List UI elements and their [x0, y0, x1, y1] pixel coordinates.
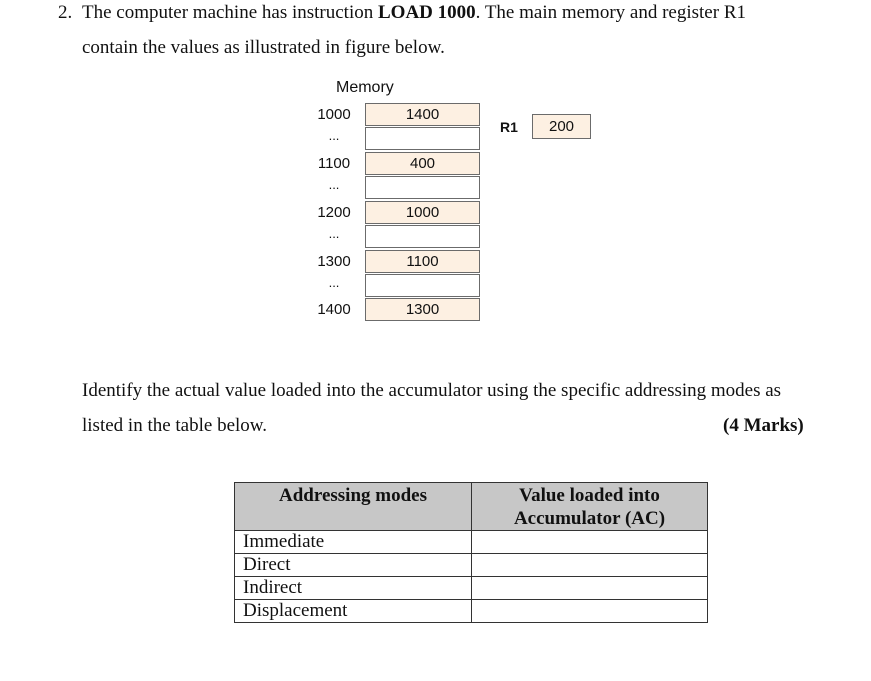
mode-cell: Displacement [235, 600, 472, 623]
table-header-row [235, 483, 708, 531]
register-label: R1 [500, 119, 518, 135]
instruction-text: LOAD 1000 [378, 2, 476, 23]
memory-cell: 1000 [365, 201, 480, 224]
memory-cell [365, 225, 480, 248]
question-line-1-prefix: The computer machine has instruction [82, 2, 378, 23]
register-value: 200 [532, 114, 591, 139]
table-row [235, 577, 708, 600]
question-number: 2. [58, 2, 73, 23]
table-row [235, 531, 708, 554]
memory-cell: 400 [365, 152, 480, 175]
memory-cell [365, 274, 480, 297]
marks-label: (4 Marks) [723, 415, 804, 436]
answer-cell[interactable] [472, 554, 708, 577]
memory-address: 1300 [317, 253, 351, 270]
memory-ellipsis: ... [328, 128, 340, 143]
question-line-1-suffix: . The main memory and register R1 [475, 2, 746, 23]
memory-address: 1100 [317, 155, 351, 172]
mode-cell: Immediate [235, 531, 472, 554]
instructions-line-2: listed in the table below. [82, 415, 268, 436]
instructions-line-1: Identify the actual value loaded into the accumulator using the specific addressing modes as [82, 380, 782, 401]
mode-cell: Direct [235, 554, 472, 577]
answer-cell[interactable] [472, 577, 708, 600]
header-addressing-modes: Addressing modes [235, 483, 472, 531]
memory-ellipsis: ... [328, 177, 340, 192]
memory-ellipsis: ... [328, 275, 340, 290]
memory-cell [365, 176, 480, 199]
table-row [235, 554, 708, 577]
question-line-2: contain the values as illustrated in figure below. [82, 37, 445, 58]
memory-cell: 1100 [365, 250, 480, 273]
header-value-loaded: Value loaded into Accumulator (AC) [472, 483, 708, 531]
memory-address: 1400 [317, 301, 351, 318]
question-line-1 [82, 2, 746, 24]
addressing-modes-table [234, 482, 708, 623]
memory-ellipsis: ... [328, 226, 340, 241]
mode-cell: Indirect [235, 577, 472, 600]
memory-cell [365, 127, 480, 150]
memory-address: 1200 [317, 204, 351, 221]
memory-address: 1000 [317, 106, 351, 123]
table-row [235, 600, 708, 623]
memory-cell: 1400 [365, 103, 480, 126]
memory-title: Memory [336, 79, 394, 96]
answer-cell[interactable] [472, 531, 708, 554]
memory-cell: 1300 [365, 298, 480, 321]
answer-cell[interactable] [472, 600, 708, 623]
